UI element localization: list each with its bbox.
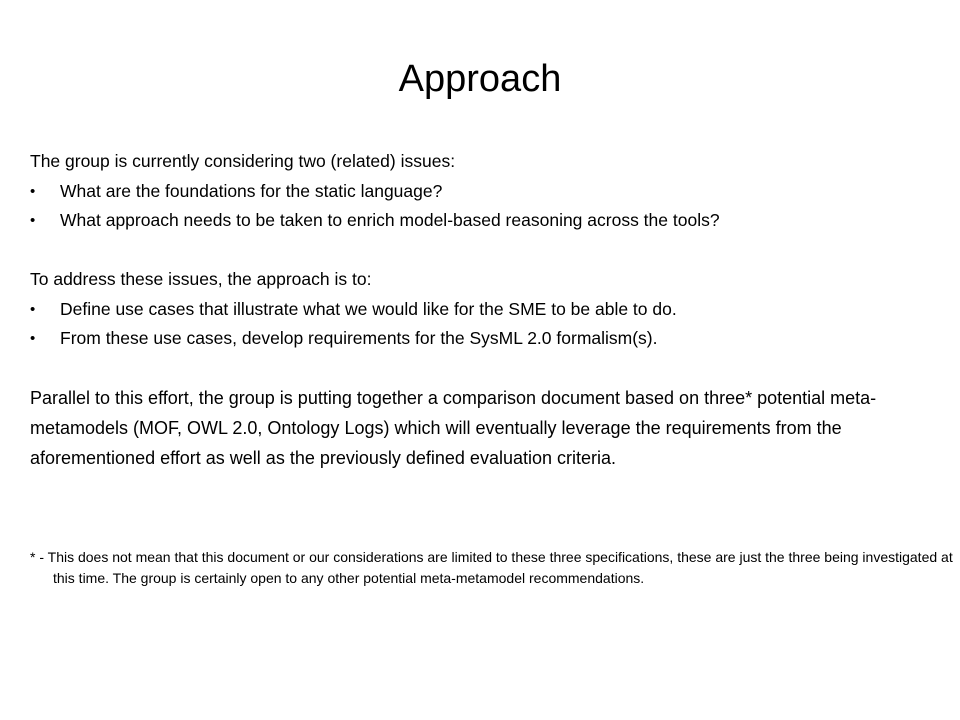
bullet-icon: • bbox=[30, 330, 36, 347]
approach-list bbox=[30, 295, 940, 354]
footnote: * - This does not mean that this document or our considerations are limited to these three specifications, these are just the three being investigated at this time. The group is certainly open to any other potential meta-metamodel recommendations. bbox=[30, 549, 953, 586]
approach-item bbox=[30, 324, 940, 354]
issue-item bbox=[30, 206, 940, 236]
approach-item bbox=[30, 295, 940, 325]
issues-intro: The group is currently considering two (related) issues: bbox=[30, 151, 456, 171]
issue-text: What are the foundations for the static language? bbox=[60, 180, 443, 201]
approach-intro: To address these issues, the approach is to: bbox=[30, 269, 372, 289]
slide-title: Approach bbox=[398, 58, 562, 100]
approach-text: Define use cases that illustrate what we would like for the SME to be able to do. bbox=[60, 298, 677, 319]
spacer bbox=[30, 354, 940, 384]
bullet-icon: • bbox=[30, 212, 36, 229]
slide-body bbox=[30, 147, 940, 473]
approach-text: From these use cases, develop requirements for the SysML 2.0 formalism(s). bbox=[60, 328, 658, 348]
bullet-icon: • bbox=[30, 300, 36, 318]
spacer bbox=[30, 236, 940, 266]
issues-list bbox=[30, 177, 940, 236]
parallel-effort-paragraph: Parallel to this effort, the group is putting together a comparison document based on three* potential meta-metamodels (MOF, OWL 2.0, Ontology Logs) which will eventually leverage the requirements from the aforementioned effort as well as the previously defined evaluation criteria. bbox=[30, 388, 877, 468]
bullet-icon: • bbox=[30, 182, 36, 200]
issue-item bbox=[30, 177, 940, 207]
issue-text: What approach needs to be taken to enrich model-based reasoning across the tools? bbox=[60, 210, 720, 230]
